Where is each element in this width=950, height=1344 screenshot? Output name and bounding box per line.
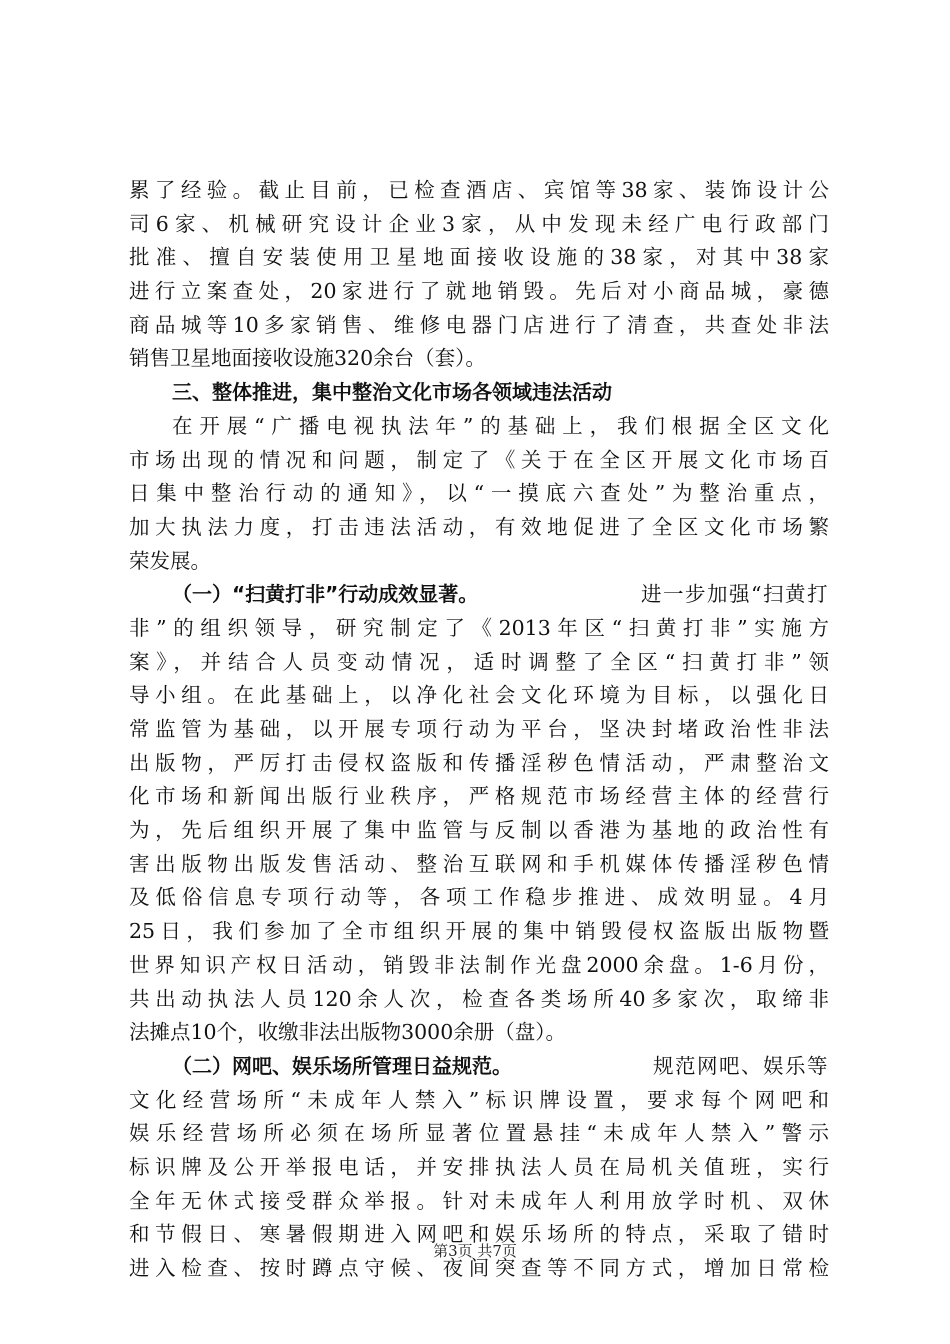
page-number: 第3页 共7页 — [433, 1242, 517, 1260]
section-heading: 三、整体推进，集中整治文化市场各领域违法活动 — [172, 380, 612, 405]
text-line: 出版物，严厉打击侵权盗版和传播淫秽色情活动，严肃整治文 — [129, 750, 829, 775]
text-line: 司6家、机械研究设计企业3家，从中发现未经广电行政部门 — [129, 211, 829, 236]
paragraph-2 — [129, 410, 829, 578]
text-line: 累了经验。截止目前，已检查酒店、宾馆等38家、装饰设计公 — [129, 178, 829, 202]
text-line: 荣发展。 — [129, 548, 211, 573]
text-line: 销售卫星地面接收设施320余台（套）。 — [129, 346, 486, 371]
subsection-title: （二）网吧、娱乐场所管理日益规范。 — [172, 1053, 512, 1078]
text-line: 共出动执法人员120余人次，检查各类场所40多家次，取缔非 — [129, 986, 829, 1011]
text-line: 化市场和新闻出版行业秩序，严格规范市场经营主体的经营行 — [129, 784, 829, 809]
text-line: 加大执法力度，打击违法活动，有效地促进了全区文化市场繁 — [129, 514, 829, 539]
text-line: 文化经营场所“未成年人禁入”标识牌设置，要求每个网吧和 — [129, 1087, 829, 1112]
text-line: 标识牌及公开举报电话，并安排执法人员在局机关值班，实行 — [129, 1154, 829, 1179]
text-line: 市场出现的情况和问题，制定了《关于在全区开展文化市场百 — [129, 447, 829, 472]
text-line: 进行立案查处，20家进行了就地销毁。先后对小商品城，豪德 — [129, 279, 829, 304]
document-body — [129, 174, 829, 1286]
subsection-title: （一）“扫黄打非”行动成效显著。 — [172, 582, 479, 607]
text-line: 批准、擅自安装使用卫星地面接收设施的38家，对其中38家 — [129, 245, 829, 270]
text-line: 世界知识产权日活动，销毁非法制作光盘2000余盘。1-6月份， — [129, 952, 829, 977]
text-line: 和节假日、寒暑假期进入网吧和娱乐场所的特点，采取了错时 — [129, 1222, 829, 1247]
text-line: 进入检查、按时蹲点守候、夜间突查等不同方式，增加日常检 — [129, 1256, 829, 1280]
text-line: 法摊点10个，收缴非法出版物3000余册（盘）。 — [129, 1020, 567, 1045]
text-line: 害出版物出版发售活动、整治互联网和手机媒体传播淫秽色情 — [129, 851, 829, 876]
text-line: 在开展“广播电视执法年”的基础上，我们根据全区文化 — [172, 413, 829, 438]
subsection-first-line — [129, 1050, 829, 1084]
text-line: 日集中整治行动的通知》，以“一摸底六查处”为整治重点， — [129, 481, 829, 506]
text-line: 25日，我们参加了全市组织开展的集中销毁侵权盗版出版物暨 — [129, 919, 829, 944]
subsection-text: 进一步加强“扫黄打 — [641, 582, 829, 607]
text-line: 非”的组织领导，研究制定了《2013年区“扫黄打非”实施方 — [129, 615, 829, 640]
subsection-first-line — [129, 578, 829, 612]
text-line: 及低俗信息专项行动等，各项工作稳步推进、成效明显。4月 — [129, 885, 829, 910]
text-line: 娱乐经营场所必须在场所显著位置悬挂“未成年人禁入”警示 — [129, 1121, 829, 1146]
text-line: 全年无休式接受群众举报。针对未成年人利用放学时机、双休 — [129, 1188, 829, 1213]
text-line: 导小组。在此基础上，以净化社会文化环境为目标，以强化日 — [129, 683, 829, 708]
text-line: 常监管为基础，以开展专项行动为平台，坚决封堵政治性非法 — [129, 717, 829, 741]
text-line: 为，先后组织开展了集中监管与反制以香港为基地的政治性有 — [129, 818, 829, 843]
subsection-text: 规范网吧、娱乐等 — [653, 1053, 829, 1078]
text-line: 案》，并结合人员变动情况，适时调整了全区“扫黄打非”领 — [129, 649, 829, 674]
text-line: 商品城等10多家销售、维修电器门店进行了清查，共查处非法 — [129, 312, 829, 337]
paragraph-subsection-1 — [129, 578, 829, 1050]
page-footer — [0, 1240, 950, 1261]
paragraph-1 — [129, 174, 829, 376]
